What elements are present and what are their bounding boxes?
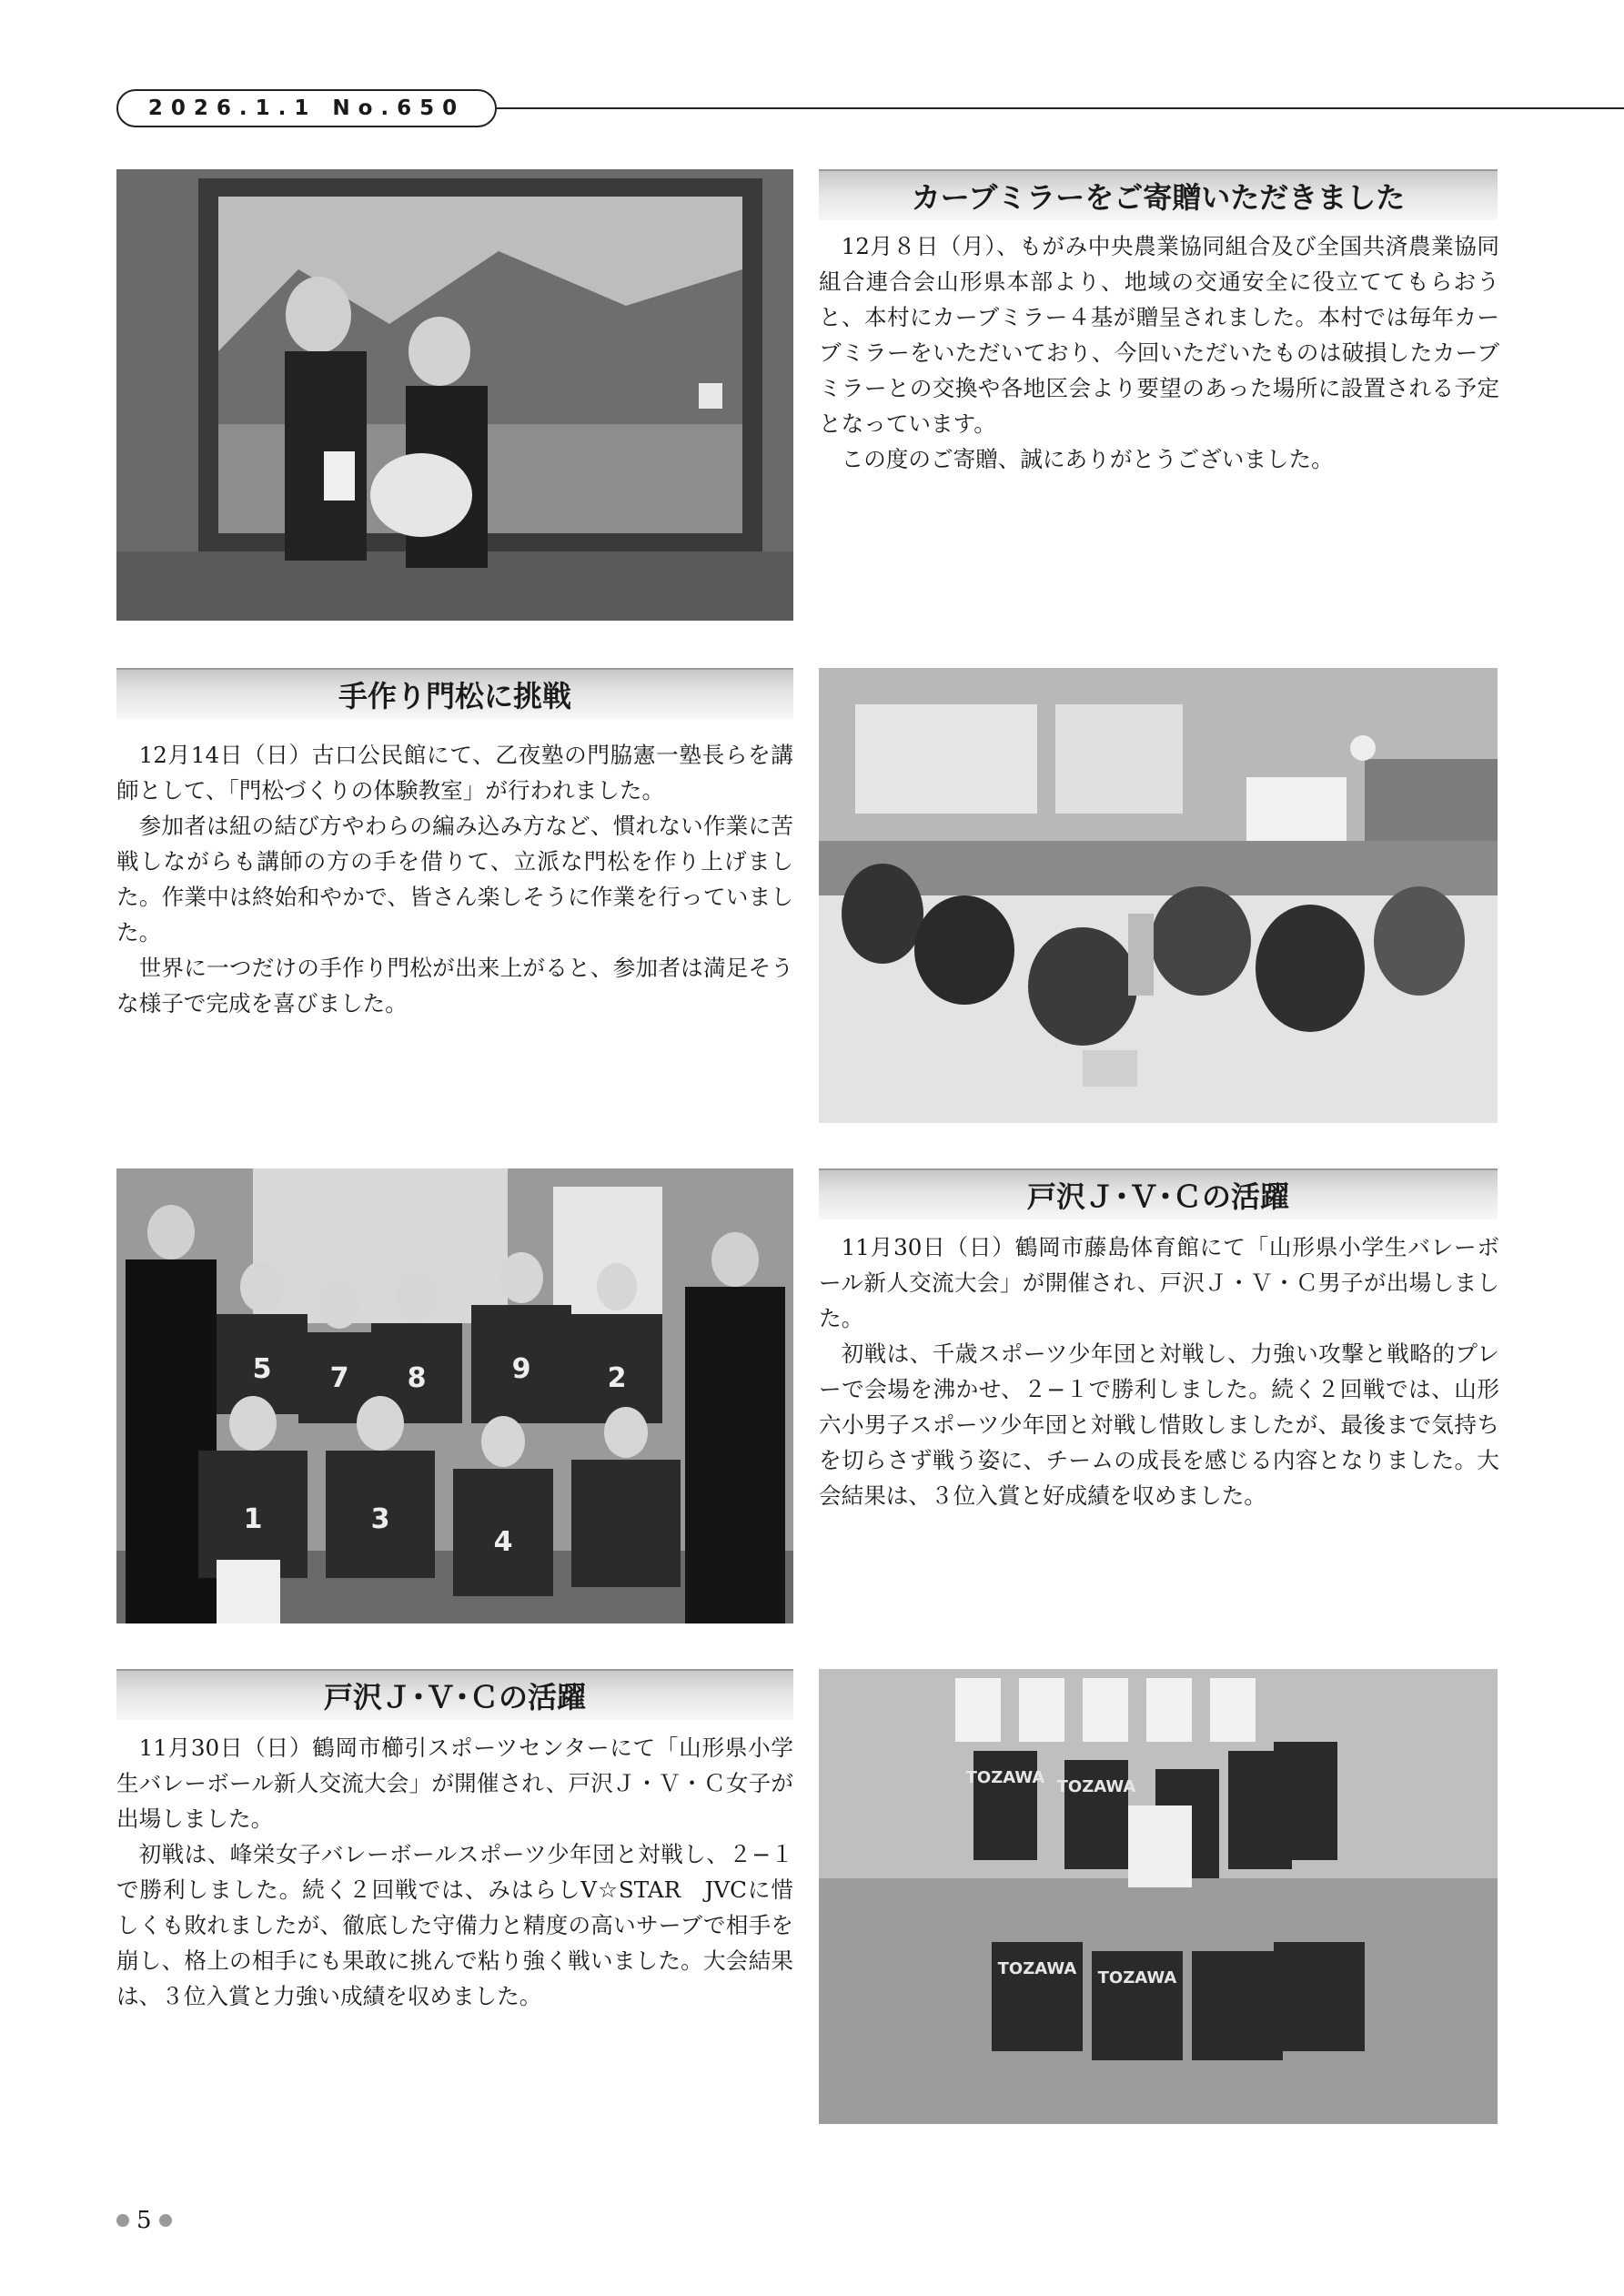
shirt-number: 7: [329, 1362, 349, 1394]
photo-girls-team: [819, 1669, 1498, 2124]
paragraph: 12月14日（日）古口公民館にて、乙夜塾の門脇憲一塾長らを講師として、「門松づくりの体験教室」が行われました。: [116, 742, 793, 804]
page-number-dot-left: [116, 2214, 129, 2227]
article-title-jvc-girls: 戸沢Ｊ･Ｖ･Ｃの活躍: [116, 1669, 793, 1720]
page-number-value: 5: [136, 2207, 152, 2234]
issue-header: 2026.1.1 No.650: [116, 89, 497, 127]
article-body-kadomatsu: [116, 737, 793, 1021]
page-number: [116, 2207, 172, 2234]
paragraph: 12月８日（月）、もがみ中央農業協同組合及び全国共済農業協同組合連合会山形県本部より、地域の交通安全に役立ててもらおうと、本村にカーブミラー４基が贈呈されました。本村では毎年カーブミラーをいただいており、今回いただいたものは破損したカーブミラーとの交換や各地区会より要望のあった場所に設置される予定となっています。: [819, 233, 1499, 437]
shirt-number: 3: [370, 1503, 390, 1535]
shirt-number: 2: [607, 1362, 627, 1394]
photo-boys-team: [116, 1168, 793, 1623]
paragraph: 世界に一つだけの手作り門松が出来上がると、参加者は満足そうな様子で完成を喜びました。: [116, 955, 793, 1017]
shirt-team-name: TOZAWA: [965, 1768, 1045, 1787]
header-rule: [497, 107, 1624, 109]
article-body-jvc-girls: [116, 1730, 793, 2014]
page-number-dot-right: [159, 2214, 172, 2227]
paragraph: 11月30日（日）鶴岡市藤島体育館にて「山形県小学生バレーボール新人交流大会」が開催され、戸沢Ｊ・Ｖ・Ｃ男子が出場しました。: [819, 1234, 1499, 1331]
paragraph: この度のご寄贈、誠にありがとうございました。: [841, 446, 1334, 472]
shirt-number: 1: [243, 1503, 263, 1535]
article-title-jvc-boys: 戸沢Ｊ･Ｖ･Ｃの活躍: [819, 1168, 1498, 1219]
article-body-mirror: [819, 228, 1499, 477]
paragraph: 11月30日（日）鶴岡市櫛引スポーツセンターにて「山形県小学生バレーボール新人交流大会」が開催され、戸沢Ｊ・Ｖ・Ｃ女子が出場しました。: [116, 1735, 793, 1832]
photo-mirror-donation: [116, 169, 793, 621]
shirt-number: 9: [511, 1353, 531, 1385]
article-title-mirror: カーブミラーをご寄贈いただきました: [819, 169, 1498, 220]
article-body-jvc-boys: [819, 1229, 1499, 1513]
shirt-number: 5: [252, 1353, 272, 1385]
shirt-team-name: TOZAWA: [1097, 1968, 1177, 1988]
paragraph: 参加者は紐の結び方やわらの編み込み方など、慣れない作業に苦戦しながらも講師の方の手を借りて、立派な門松を作り上げました。作業中は終始和やかで、皆さん楽しそうに作業を行っていました。: [116, 813, 793, 946]
shirt-number: 4: [493, 1526, 513, 1558]
article-title-kadomatsu: 手作り門松に挑戦: [116, 668, 793, 719]
paragraph: 初戦は、千歳スポーツ少年団と対戦し、力強い攻撃と戦略的プレーで会場を沸かせ、２−１で勝利しました。続く２回戦では、山形六小男子スポーツ少年団と対戦し惜敗しましたが、最後まで気持ちを切らさず戦う姿に、チームの成長を感じる内容となりました。大会結果は、３位入賞と好成績を収めました。: [819, 1340, 1499, 1509]
paragraph: 初戦は、峰栄女子バレーボールスポーツ少年団と対戦し、２−１で勝利しました。続く２回戦では、みはらしV☆STAR JVCに惜しくも敗れましたが、徹底した守備力と精度の高いサーブで相手を崩し、格上の相手にも果敢に挑んで粘り強く戦いました。大会結果は、３位入賞と力強い成績を収めました。: [116, 1841, 793, 2009]
shirt-number: 8: [407, 1362, 427, 1394]
shirt-team-name: TOZAWA: [997, 1959, 1077, 1978]
photo-kadomatsu-workshop: [819, 668, 1498, 1123]
shirt-team-name: TOZAWA: [1056, 1777, 1136, 1796]
